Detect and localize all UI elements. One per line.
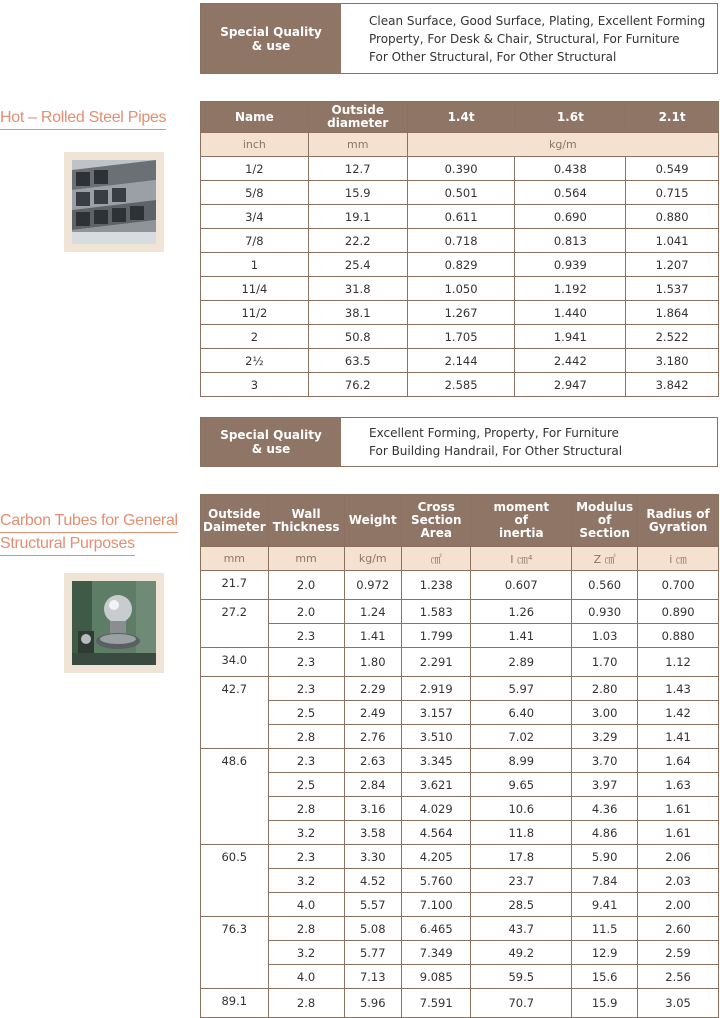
table-row <box>201 893 719 917</box>
table-cell: 0.690 <box>515 205 626 229</box>
table-cell: 2.60 <box>638 917 719 941</box>
special-quality-label <box>201 4 341 73</box>
table-cell: 0.939 <box>515 253 626 277</box>
table-cell: 1.26 <box>471 600 572 624</box>
table-cell: 0.560 <box>572 571 638 600</box>
steel-pipes-photo <box>64 152 164 252</box>
carbon-tubes-table <box>200 494 719 1018</box>
table-cell: 12.9 <box>572 941 638 965</box>
table-cell: 1.63 <box>638 773 719 797</box>
carbon-tubes-title-line1: Carbon Tubes for General <box>0 510 178 533</box>
table-cell: 1.12 <box>638 648 719 677</box>
table-cell: 2.442 <box>515 349 626 373</box>
outside-diameter-cell: 76.3 <box>201 917 269 989</box>
table-cell: 0.390 <box>407 157 515 181</box>
col-header-2-1t: 2.1t <box>626 102 719 133</box>
table-cell: 1.61 <box>638 797 719 821</box>
special-quality-label-line1: Special Quality <box>220 24 322 39</box>
table-row <box>201 571 719 600</box>
col-header-moment-of-inertia: moment of inertia <box>471 495 572 547</box>
table-cell: 4.0 <box>268 893 344 917</box>
table-cell: 49.2 <box>471 941 572 965</box>
table-cell: 1.42 <box>638 701 719 725</box>
table-cell: 2.59 <box>638 941 719 965</box>
table-cell: 1.799 <box>401 624 470 648</box>
table-cell: 3.180 <box>626 349 719 373</box>
table-row <box>201 989 719 1018</box>
table-cell: 5.57 <box>344 893 401 917</box>
hot-rolled-title <box>0 107 166 130</box>
table-cell: 3.510 <box>401 725 470 749</box>
table-cell: 59.5 <box>471 965 572 989</box>
table-row <box>201 773 719 797</box>
table-cell: 63.5 <box>308 349 407 373</box>
outside-diameter-cell: 60.5 <box>201 845 269 917</box>
unit-modulus: Z ㎤ <box>572 547 638 571</box>
table-cell: 2.63 <box>344 749 401 773</box>
table-cell: 9.41 <box>572 893 638 917</box>
table-cell: 28.5 <box>471 893 572 917</box>
table-cell: 2.5 <box>268 773 344 797</box>
table-cell: 1.03 <box>572 624 638 648</box>
special-quality-box-1 <box>200 3 718 74</box>
table-row <box>201 845 719 869</box>
carbon-tubes-title-line2: Structural Purposes <box>0 533 135 556</box>
table-cell: 38.1 <box>308 301 407 325</box>
unit-kgm: kg/m <box>407 133 718 157</box>
col-header-name: Name <box>201 102 309 133</box>
table-cell: 2.3 <box>268 749 344 773</box>
table-cell: 1.80 <box>344 648 401 677</box>
table-cell: 0.718 <box>407 229 515 253</box>
table-cell: 6.465 <box>401 917 470 941</box>
unit-inch: inch <box>201 133 309 157</box>
table-cell: 2.8 <box>268 917 344 941</box>
table-cell: 2.585 <box>407 373 515 397</box>
table-cell: 2.3 <box>268 845 344 869</box>
quality-line: For Other Structural, For Other Structural <box>369 49 617 64</box>
table-cell: 31.8 <box>308 277 407 301</box>
outside-diameter-cell: 48.6 <box>201 749 269 845</box>
table-cell: 1.41 <box>344 624 401 648</box>
special-quality-text <box>341 4 717 73</box>
table-cell: 2.03 <box>638 869 719 893</box>
table-cell: 11/2 <box>201 301 309 325</box>
table-cell: 7.100 <box>401 893 470 917</box>
table-cell: 1.192 <box>515 277 626 301</box>
tube-machine-image <box>72 581 156 665</box>
table-row <box>201 624 719 648</box>
outside-diameter-cell: 42.7 <box>201 677 269 749</box>
table-row <box>201 181 719 205</box>
table-cell: 4.36 <box>572 797 638 821</box>
col-header-wall-thickness: Wall Thickness <box>268 495 344 547</box>
steel-pipes-image <box>72 160 156 244</box>
table-cell: 3.70 <box>572 749 638 773</box>
table-cell: 3.157 <box>401 701 470 725</box>
table-cell: 23.7 <box>471 869 572 893</box>
quality-line: Clean Surface, Good Surface, Plating, Excellent Forming <box>369 13 706 28</box>
table-cell: 0.813 <box>515 229 626 253</box>
table-row <box>201 205 719 229</box>
table-cell: 3.2 <box>268 941 344 965</box>
table-cell: 0.501 <box>407 181 515 205</box>
quality-line: Excellent Forming, Property, For Furniture <box>369 426 619 440</box>
col-header-outside-diameter: Outside Daimeter <box>201 495 269 547</box>
table-cell: 5.760 <box>401 869 470 893</box>
table-row <box>201 253 719 277</box>
unit-od-mm: mm <box>201 547 269 571</box>
table-cell: 0.564 <box>515 181 626 205</box>
table-cell: 2.84 <box>344 773 401 797</box>
table-row <box>201 869 719 893</box>
table-cell: 6.40 <box>471 701 572 725</box>
table-cell: 12.7 <box>308 157 407 181</box>
table-cell: 3.842 <box>626 373 719 397</box>
table-cell: 3.345 <box>401 749 470 773</box>
table-cell: 5.90 <box>572 845 638 869</box>
table-row <box>201 965 719 989</box>
table-cell: 2.522 <box>626 325 719 349</box>
table-cell: 5.08 <box>344 917 401 941</box>
table-cell: 1.267 <box>407 301 515 325</box>
table-cell: 3.97 <box>572 773 638 797</box>
table-cell: 15.9 <box>572 989 638 1018</box>
table-cell: 1/2 <box>201 157 309 181</box>
table-row <box>201 917 719 941</box>
table-cell: 7.84 <box>572 869 638 893</box>
table-cell: 0.890 <box>638 600 719 624</box>
table-cell: 0.549 <box>626 157 719 181</box>
table-cell: 1.238 <box>401 571 470 600</box>
table-cell: 0.607 <box>471 571 572 600</box>
outside-diameter-cell: 21.7 <box>201 571 269 600</box>
col-header-cross-section-area: Cross Section Area <box>401 495 470 547</box>
table-cell: 11/4 <box>201 277 309 301</box>
carbon-tubes-table-body <box>201 571 719 1018</box>
table-cell: 5/8 <box>201 181 309 205</box>
carbon-tubes-title <box>0 510 178 556</box>
col-header-weight: Weight <box>344 495 401 547</box>
table-cell: 25.4 <box>308 253 407 277</box>
special-quality-label-line2: & use <box>251 442 291 456</box>
table-cell: 3.29 <box>572 725 638 749</box>
unit-mm: mm <box>308 133 407 157</box>
quality-line: Property, For Desk & Chair, Structural, For Furniture <box>369 31 680 46</box>
table-cell: 8.99 <box>471 749 572 773</box>
table-cell: 1.24 <box>344 600 401 624</box>
table-cell: 9.65 <box>471 773 572 797</box>
table-row <box>201 373 719 397</box>
table-cell: 3.16 <box>344 797 401 821</box>
table-cell: 2 <box>201 325 309 349</box>
table-cell: 17.8 <box>471 845 572 869</box>
special-quality-box-2 <box>200 417 718 467</box>
table-cell: 3.2 <box>268 869 344 893</box>
table-cell: 0.611 <box>407 205 515 229</box>
table-cell: 1.41 <box>471 624 572 648</box>
table-cell: 15.9 <box>308 181 407 205</box>
table-cell: 22.2 <box>308 229 407 253</box>
table-cell: 1.64 <box>638 749 719 773</box>
table-cell: 2.06 <box>638 845 719 869</box>
table-cell: 3.05 <box>638 989 719 1018</box>
table-cell: 9.085 <box>401 965 470 989</box>
table-cell: 7.02 <box>471 725 572 749</box>
table-cell: 19.1 <box>308 205 407 229</box>
table-cell: 7/8 <box>201 229 309 253</box>
table-cell: 2.8 <box>268 797 344 821</box>
table-cell: 15.6 <box>572 965 638 989</box>
table-cell: 4.86 <box>572 821 638 845</box>
col-header-radius-of-gyration: Radius of Gyration <box>638 495 719 547</box>
table-cell: 7.591 <box>401 989 470 1018</box>
table-cell: 7.349 <box>401 941 470 965</box>
table-cell: 10.6 <box>471 797 572 821</box>
table-cell: 1.43 <box>638 677 719 701</box>
table-cell: 2.80 <box>572 677 638 701</box>
table-cell: 2½ <box>201 349 309 373</box>
table-cell: 3.58 <box>344 821 401 845</box>
table-cell: 4.029 <box>401 797 470 821</box>
hot-rolled-table <box>200 101 719 397</box>
table-cell: 3.30 <box>344 845 401 869</box>
table-cell: 11.8 <box>471 821 572 845</box>
table-cell: 7.13 <box>344 965 401 989</box>
table-cell: 5.96 <box>344 989 401 1018</box>
table-cell: 4.0 <box>268 965 344 989</box>
table-cell: 0.880 <box>626 205 719 229</box>
col-header-1-4t: 1.4t <box>407 102 515 133</box>
table-cell: 11.5 <box>572 917 638 941</box>
special-quality-text <box>341 418 717 466</box>
table-cell: 1.61 <box>638 821 719 845</box>
table-row <box>201 325 719 349</box>
table-cell: 2.5 <box>268 701 344 725</box>
hot-rolled-table-body <box>201 157 719 397</box>
table-cell: 2.0 <box>268 571 344 600</box>
table-row <box>201 701 719 725</box>
special-quality-label <box>201 418 341 466</box>
table-cell: 0.715 <box>626 181 719 205</box>
table-row <box>201 749 719 773</box>
special-quality-label-line1: Special Quality <box>220 428 322 442</box>
table-cell: 0.438 <box>515 157 626 181</box>
table-row <box>201 157 719 181</box>
table-cell: 3.00 <box>572 701 638 725</box>
outside-diameter-cell: 27.2 <box>201 600 269 648</box>
table-cell: 4.52 <box>344 869 401 893</box>
table-cell: 1.050 <box>407 277 515 301</box>
col-header-outside-diameter: Outside diameter <box>308 102 407 133</box>
outside-diameter-cell: 89.1 <box>201 989 269 1018</box>
table-row <box>201 600 719 624</box>
table-row <box>201 821 719 845</box>
hot-rolled-title-text: Hot – Rolled Steel Pipes <box>0 107 166 130</box>
table-row <box>201 277 719 301</box>
table-cell: 2.919 <box>401 677 470 701</box>
table-row <box>201 725 719 749</box>
table-cell: 2.3 <box>268 677 344 701</box>
table-cell: 1.041 <box>626 229 719 253</box>
table-cell: 2.291 <box>401 648 470 677</box>
table-row <box>201 677 719 701</box>
unit-area: ㎠ <box>401 547 470 571</box>
table-cell: 2.947 <box>515 373 626 397</box>
table-cell: 3.2 <box>268 821 344 845</box>
table-cell: 5.77 <box>344 941 401 965</box>
table-cell: 1.583 <box>401 600 470 624</box>
table-cell: 4.564 <box>401 821 470 845</box>
table-row <box>201 349 719 373</box>
table-cell: 3 <box>201 373 309 397</box>
special-quality-label-line2: & use <box>251 38 291 53</box>
table-cell: 1.70 <box>572 648 638 677</box>
table-cell: 5.97 <box>471 677 572 701</box>
col-header-1-6t: 1.6t <box>515 102 626 133</box>
table-cell: 76.2 <box>308 373 407 397</box>
table-cell: 2.3 <box>268 624 344 648</box>
outside-diameter-cell: 34.0 <box>201 648 269 677</box>
table-cell: 1.941 <box>515 325 626 349</box>
table-cell: 0.700 <box>638 571 719 600</box>
table-cell: 2.49 <box>344 701 401 725</box>
quality-line: For Building Handrail, For Other Structural <box>369 444 623 458</box>
table-row <box>201 301 719 325</box>
table-cell: 0.930 <box>572 600 638 624</box>
table-cell: 3.621 <box>401 773 470 797</box>
table-row <box>201 941 719 965</box>
table-cell: 1.537 <box>626 277 719 301</box>
table-cell: 2.3 <box>268 648 344 677</box>
unit-wall-mm: mm <box>268 547 344 571</box>
table-cell: 1.864 <box>626 301 719 325</box>
table-cell: 1.440 <box>515 301 626 325</box>
table-cell: 2.8 <box>268 725 344 749</box>
table-cell: 50.8 <box>308 325 407 349</box>
unit-gyration: i ㎝ <box>638 547 719 571</box>
table-row <box>201 229 719 253</box>
table-cell: 4.205 <box>401 845 470 869</box>
table-cell: 2.89 <box>471 648 572 677</box>
table-cell: 2.8 <box>268 989 344 1018</box>
table-cell: 2.00 <box>638 893 719 917</box>
table-cell: 1.207 <box>626 253 719 277</box>
table-cell: 2.76 <box>344 725 401 749</box>
table-cell: 2.29 <box>344 677 401 701</box>
col-header-modulus-of-section: Modulus of Section <box>572 495 638 547</box>
unit-weight: kg/m <box>344 547 401 571</box>
table-cell: 2.0 <box>268 600 344 624</box>
table-cell: 2.144 <box>407 349 515 373</box>
table-cell: 0.829 <box>407 253 515 277</box>
table-cell: 43.7 <box>471 917 572 941</box>
table-cell: 2.56 <box>638 965 719 989</box>
table-cell: 1.41 <box>638 725 719 749</box>
table-cell: 1 <box>201 253 309 277</box>
unit-inertia: I ㎝⁴ <box>471 547 572 571</box>
carbon-tubes-photo <box>64 573 164 673</box>
table-row <box>201 648 719 677</box>
table-cell: 0.972 <box>344 571 401 600</box>
table-row <box>201 797 719 821</box>
table-cell: 0.880 <box>638 624 719 648</box>
table-cell: 3/4 <box>201 205 309 229</box>
table-cell: 70.7 <box>471 989 572 1018</box>
table-cell: 1.705 <box>407 325 515 349</box>
